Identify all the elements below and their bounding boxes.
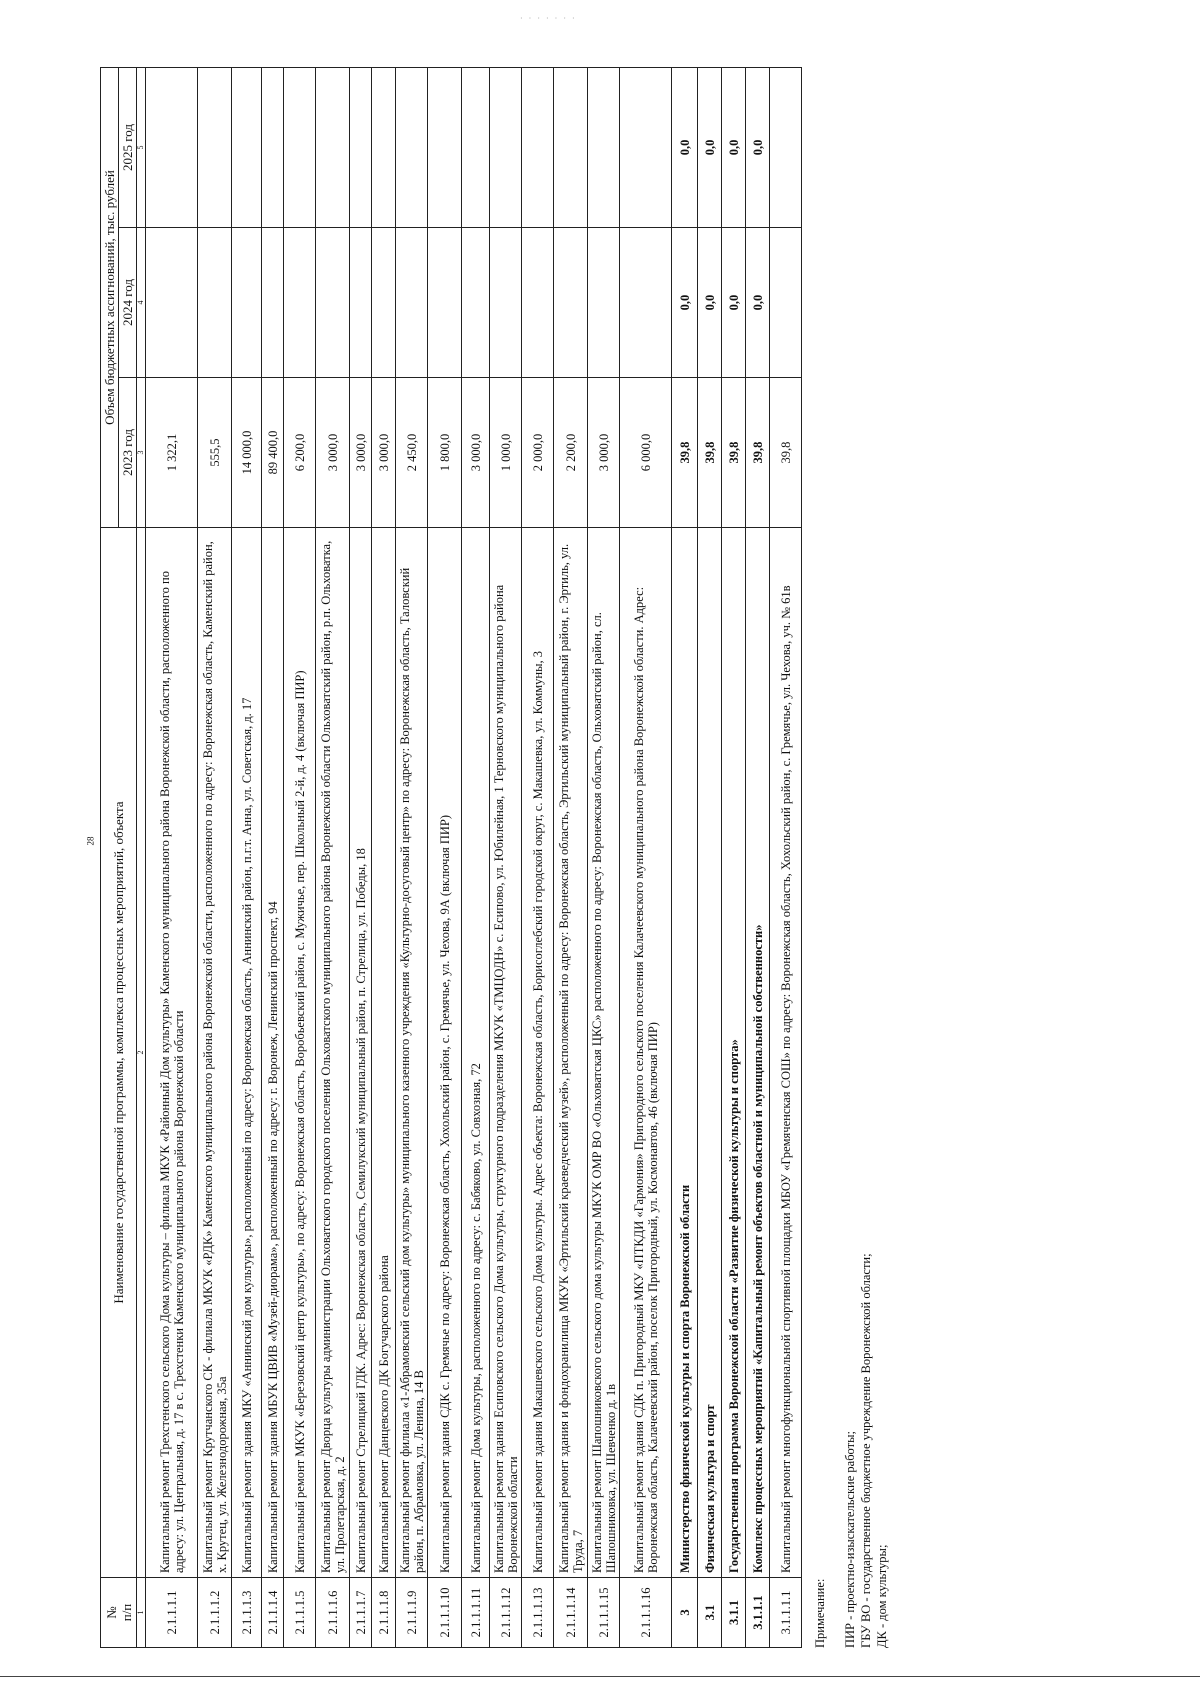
row-number: 2.1.1.1.14 — [554, 1578, 588, 1648]
value-2023: 3 000,0 — [350, 378, 372, 528]
row-name: Капитальный ремонт здания СДК с. Гремячье по адресу: Воронежская область, Хохольский район, с. Гремячье, ул. Чехова, 9А (включая ПИР) — [428, 528, 462, 1578]
value-2025 — [522, 67, 554, 227]
table-row — [698, 67, 722, 1647]
value-2023: 555,5 — [198, 378, 232, 528]
row-number: 2.1.1.1.1 — [146, 1578, 198, 1648]
row-number: 3.1.1 — [722, 1578, 746, 1648]
row-number: 3.1.1.1 — [746, 1578, 770, 1648]
rotated-page — [100, 68, 900, 1648]
row-name: Капитальный ремонт Крутчанского СК - филиала МКУК «РДК» Каменского муниципального района Воронежской области, расположенного по адресу: Воронежская область, Каменский район, х. Крутец, ул. Железнодорожная, 35а — [198, 528, 232, 1578]
row-name: Министерство физической культуры и спорта Воронежской области — [672, 528, 698, 1578]
value-2024 — [232, 228, 262, 378]
value-2023: 39,8 — [746, 378, 770, 528]
value-2024 — [372, 228, 396, 378]
value-2023: 39,8 — [672, 378, 698, 528]
value-2024: 0,0 — [698, 228, 722, 378]
note-line: ПИР - проектно-изыскательские работы; — [843, 1431, 857, 1648]
value-2024: 0,0 — [722, 228, 746, 378]
table-row — [316, 67, 350, 1647]
value-2023: 39,8 — [698, 378, 722, 528]
table-row — [146, 67, 198, 1647]
row-number: 2.1.1.1.3 — [232, 1578, 262, 1648]
value-2025 — [770, 67, 802, 227]
value-2025 — [372, 67, 396, 227]
value-2023: 3 000,0 — [462, 378, 490, 528]
value-2024 — [262, 228, 284, 378]
table-row — [522, 67, 554, 1647]
row-number: 3 — [672, 1578, 698, 1648]
row-name: Капитальный ремонт Трехстенского сельского Дома культуры – филиала МКУК «Районный Дом культуры» Каменского муниципального района Воронежской области, расположенного по адресу: ул. Центральная, д. 17 в с. Трехстенки Каменского муниципального района Воронежской области — [146, 528, 198, 1578]
row-number: 2.1.1.1.11 — [462, 1578, 490, 1648]
value-2023: 2 000,0 — [522, 378, 554, 528]
table-row — [428, 67, 462, 1647]
value-2024 — [588, 228, 620, 378]
value-2024 — [146, 228, 198, 378]
scan-artifact: · · · · · · · — [520, 14, 577, 23]
table-row — [372, 67, 396, 1647]
table-row — [770, 67, 802, 1647]
value-2025: 0,0 — [672, 67, 698, 227]
table-row — [554, 67, 588, 1647]
table-body — [146, 67, 802, 1647]
value-2025: 0,0 — [698, 67, 722, 227]
header-2025: 2025 год — [119, 67, 137, 227]
header-number: № п/п — [101, 1578, 137, 1648]
value-2025 — [620, 67, 672, 227]
row-name: Капитальный ремонт здания Есиповского сельского Дома культуры, структурного подразделения МКУК «ТМЦОДН» с. Есипово, ул. Юбилейная, 1 Терновского муниципального района Воронежской области — [490, 528, 522, 1578]
value-2024 — [396, 228, 428, 378]
value-2023: 2 450,0 — [396, 378, 428, 528]
value-2023: 2 200,0 — [554, 378, 588, 528]
value-2024: 0,0 — [746, 228, 770, 378]
value-2023: 39,8 — [770, 378, 802, 528]
table-row — [198, 67, 232, 1647]
row-number: 2.1.1.1.9 — [396, 1578, 428, 1648]
row-name: Капитальный ремонт многофункциональной спортивной площадки МБОУ «Гремяченская СОШ» по адресу: Воронежская область, Хохольский район, с. Гремячье, ул. Чехова, уч. № 61в — [770, 528, 802, 1578]
row-name: Капитальный ремонт Дома культуры, расположенного по адресу: с. Бабяково, ул. Совхозная, 72 — [462, 528, 490, 1578]
value-2024 — [522, 228, 554, 378]
row-name: Капитальный ремонт Стрелицкий ГДК. Адрес: Воронежская область, Семилукский муниципальный район, п. Стрелица, ул. Победы, 18 — [350, 528, 372, 1578]
value-2025 — [554, 67, 588, 227]
row-name: Капитальный ремонт здания МБУК ЦВИВ «Музей-диорама», расположенный по адресу: г. Воронеж, Ленинский проспект, 94 — [262, 528, 284, 1578]
value-2025 — [490, 67, 522, 227]
value-2023: 14 000,0 — [232, 378, 262, 528]
value-2024 — [316, 228, 350, 378]
table-row — [746, 67, 770, 1647]
value-2025: 0,0 — [746, 67, 770, 227]
value-2023: 39,8 — [722, 378, 746, 528]
table-row — [262, 67, 284, 1647]
index-cell: 5 — [137, 67, 146, 227]
table-row — [588, 67, 620, 1647]
table-row — [350, 67, 372, 1647]
budget-table — [100, 67, 802, 1648]
value-2024 — [770, 228, 802, 378]
value-2025 — [462, 67, 490, 227]
value-2023: 3 000,0 — [588, 378, 620, 528]
row-number: 2.1.1.1.7 — [350, 1578, 372, 1648]
value-2024 — [462, 228, 490, 378]
value-2025 — [262, 67, 284, 227]
row-number: 2.1.1.1.5 — [284, 1578, 316, 1648]
value-2023: 1 000,0 — [490, 378, 522, 528]
note-line: ГБУ ВО - государственное бюджетное учреждение Воронежской области; — [859, 1253, 873, 1648]
row-number: 2.1.1.1.6 — [316, 1578, 350, 1648]
table-row — [284, 67, 316, 1647]
index-cell: 1 — [137, 1578, 146, 1648]
value-2024 — [284, 228, 316, 378]
value-2023: 3 000,0 — [316, 378, 350, 528]
row-name: Капитальный ремонт здания СДК п. Пригородный МКУ «ПТКДИ «Гармония» Пригородного сельского поселения Калачеевского муниципального района Воронежской области. Адрес: Воронежская область, Калачеевский район, поселок Пригородный, ул. Космонавтов, 46 (включая ПИР) — [620, 528, 672, 1578]
index-cell: 3 — [137, 378, 146, 528]
value-2023: 1 800,0 — [428, 378, 462, 528]
value-2025 — [316, 67, 350, 227]
value-2025 — [284, 67, 316, 227]
value-2024 — [350, 228, 372, 378]
table-row — [462, 67, 490, 1647]
table-row — [232, 67, 262, 1647]
value-2023: 1 322,1 — [146, 378, 198, 528]
row-number: 2.1.1.1.16 — [620, 1578, 672, 1648]
value-2024 — [554, 228, 588, 378]
row-name: Капитальный ремонт филиала «1-Абрамовский сельский дом культуры» муниципального казенного учреждения «Культурно-досуговый центр» по адресу: Воронежская область, Таловский район, п. Абрамовка, ул. Ленина, 14 В — [396, 528, 428, 1578]
value-2023: 3 000,0 — [372, 378, 396, 528]
page-number: 28 — [85, 836, 96, 846]
value-2024 — [620, 228, 672, 378]
value-2023: 6 200,0 — [284, 378, 316, 528]
value-2024 — [428, 228, 462, 378]
row-name: Капитальный ремонт Данцевского ДК Богучарского района — [372, 528, 396, 1578]
row-name: Государственная программа Воронежской области «Развитие физической культуры и спорта» — [722, 528, 746, 1578]
header-2023: 2023 год — [119, 378, 137, 528]
value-2025 — [350, 67, 372, 227]
table-row — [620, 67, 672, 1647]
row-name: Капитальный ремонт МКУК «Березовский центр культуры», по адресу: Воронежская область, Воробьевский район, с. Мужичье, пер. Школьный 2-й, д. 4 (включая ПИР) — [284, 528, 316, 1578]
header-2024: 2024 год — [119, 228, 137, 378]
value-2025 — [232, 67, 262, 227]
row-name: Капитальный ремонт здания Макашевского сельского Дома культуры. Адрес объекта: Воронежская область, Борисоглебский городской округ, с. Макашевка, ул. Коммуны, 3 — [522, 528, 554, 1578]
value-2025 — [146, 67, 198, 227]
row-number: 2.1.1.1.4 — [262, 1578, 284, 1648]
value-2025 — [396, 67, 428, 227]
notes-title: Примечание: — [813, 1578, 827, 1648]
value-2024 — [198, 228, 232, 378]
value-2025: 0,0 — [722, 67, 746, 227]
page-bottom-rule — [0, 1676, 1200, 1677]
value-2025 — [198, 67, 232, 227]
table-row — [672, 67, 698, 1647]
row-name: Физическая культура и спорт — [698, 528, 722, 1578]
row-number: 2.1.1.1.8 — [372, 1578, 396, 1648]
table-row — [396, 67, 428, 1647]
row-name: Комплекс процессных мероприятий «Капитальный ремонт объектов областной и муниципальной собственности» — [746, 528, 770, 1578]
row-name: Капитальный ремонт Шапошниковского сельского дома культуры МКУК ОМР ВО «Ольховатская ЦКС» расположенного по адресу: Воронежская область, Ольховатский район, сл. Шапошниковка, ул. Шевченко д. 1в — [588, 528, 620, 1578]
value-2023: 89 400,0 — [262, 378, 284, 528]
value-2024: 0,0 — [672, 228, 698, 378]
value-2024 — [490, 228, 522, 378]
value-2023: 6 000,0 — [620, 378, 672, 528]
row-name: Капитальный ремонт здания МКУ «Аннинский дом культуры», расположенный по адресу: Воронежская область, Аннинский район, п.г.т. Анна, ул. Советская, д. 17 — [232, 528, 262, 1578]
row-number: 3.1.1.1.1 — [770, 1578, 802, 1648]
value-2025 — [428, 67, 462, 227]
value-2025 — [588, 67, 620, 227]
header-name: Наименование государственной программы, комплекса процессных мероприятий, объекта — [101, 528, 137, 1578]
row-number: 2.1.1.1.10 — [428, 1578, 462, 1648]
row-number: 2.1.1.1.13 — [522, 1578, 554, 1648]
header-budget-group: Объем бюджетных ассигнований, тыс. рублей — [101, 67, 119, 527]
index-cell: 2 — [137, 528, 146, 1578]
row-number: 2.1.1.1.12 — [490, 1578, 522, 1648]
row-name: Капитальный ремонт здания и фондохранилища МКУК «Эртильский краеведческий музей», расположенный по адресу: Воронежская область, Эртильский муниципальный район, г. Эртиль, ул. Труда, 7 — [554, 528, 588, 1578]
table-row — [722, 67, 746, 1647]
row-number: 3.1 — [698, 1578, 722, 1648]
notes — [812, 648, 890, 1648]
index-cell: 4 — [137, 228, 146, 378]
row-name: Капитальный ремонт Дворца культуры администрации Ольховатского городского поселения Ольховатского муниципального района Воронежской области Ольховатский район, р.п. Ольховатка, ул. Пролетарская, д. 2 — [316, 528, 350, 1578]
row-number: 2.1.1.1.15 — [588, 1578, 620, 1648]
table-row — [490, 67, 522, 1647]
note-line: ДК - дом культуры; — [875, 1544, 889, 1648]
row-number: 2.1.1.1.2 — [198, 1578, 232, 1648]
